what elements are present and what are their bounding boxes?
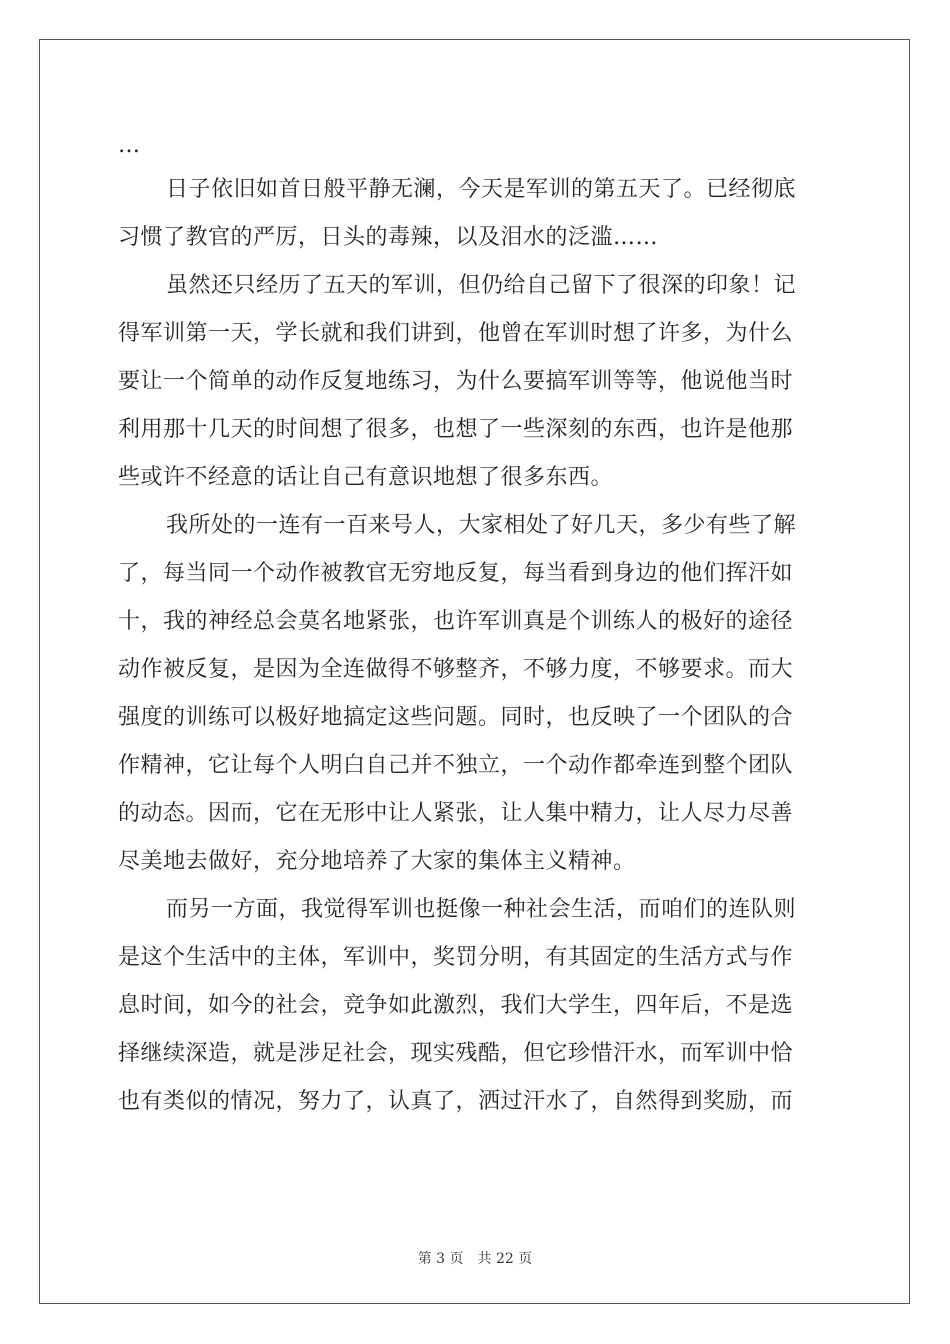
paragraph-line: 作精神，它让每个人明白自己并不独立，一个动作都牵连到整个团队 [118, 753, 794, 778]
paragraph-line: 得军训第一天，学长就和我们讲到，他曾在军训时想了许多，为什么 [118, 321, 794, 346]
paragraph-line: 强度的训练可以极好地搞定这些问题。同时，也反映了一个团队的合 [118, 705, 794, 730]
paragraph-2 [118, 262, 834, 502]
paragraph-line: 要让一个简单的动作反复地练习，为什么要搞军训等等，他说他当时 [118, 369, 794, 394]
paragraph-line: 择继续深造，就是涉足社会，现实残酷，但它珍惜汗水，而军训中恰 [118, 1041, 794, 1066]
document-body [118, 126, 834, 1126]
paragraph-line: 息时间，如今的社会，竞争如此激烈，我们大学生，四年后，不是选 [118, 993, 794, 1018]
paragraph-line: 也有类似的情况，努力了，认真了，洒过汗水了，自然得到奖励，而 [118, 1089, 794, 1114]
paragraph-line: 习惯了教官的严厉，日头的毒辣，以及泪水的泛滥…… [118, 225, 659, 250]
page-number-footer: 第 3 页 共 22 页 [417, 1251, 533, 1267]
paragraph-line: 日子依旧如首日般平静无澜，今天是军训的第五天了。已经彻底 [166, 177, 797, 202]
paragraph-line: 虽然还只经历了五天的军训，但仍给自己留下了很深的印象！记 [166, 273, 797, 298]
paragraph-line: 动作被反复，是因为全连做得不够整齐，不够力度，不够要求。而大 [118, 657, 794, 682]
paragraph-line: 尽美地去做好，充分地培养了大家的集体主义精神。 [118, 849, 636, 874]
paragraph-line: 而另一方面，我觉得军训也挺像一种社会生活，而咱们的连队则 [166, 897, 797, 922]
paragraph-line: 我所处的一连有一百来号人，大家相处了好几天，多少有些了解 [166, 513, 797, 538]
paragraph-4 [118, 886, 834, 1126]
paragraph-line: 十，我的神经总会莫名地紧张，也许军训真是个训练人的极好的途径 [118, 609, 794, 634]
paragraph-3 [118, 502, 834, 886]
paragraph-line: 利用那十几天的时间想了很多，也想了一些深刻的东西，也许是他那 [118, 417, 794, 442]
paragraph-line: 是这个生活中的主体，军训中，奖罚分明，有其固定的生活方式与作 [118, 945, 794, 970]
paragraph-1 [118, 166, 834, 262]
leading-ellipsis: … [118, 133, 141, 158]
paragraph-line: 的动态。因而，它在无形中让人紧张，让人集中精力，让人尽力尽善 [118, 801, 794, 826]
paragraph-line: 些或许不经意的话让自己有意识地想了很多东西。 [118, 465, 614, 490]
paragraph-line: 了，每当同一个动作被教官无穷地反复，每当看到身边的他们挥汗如 [118, 561, 794, 586]
